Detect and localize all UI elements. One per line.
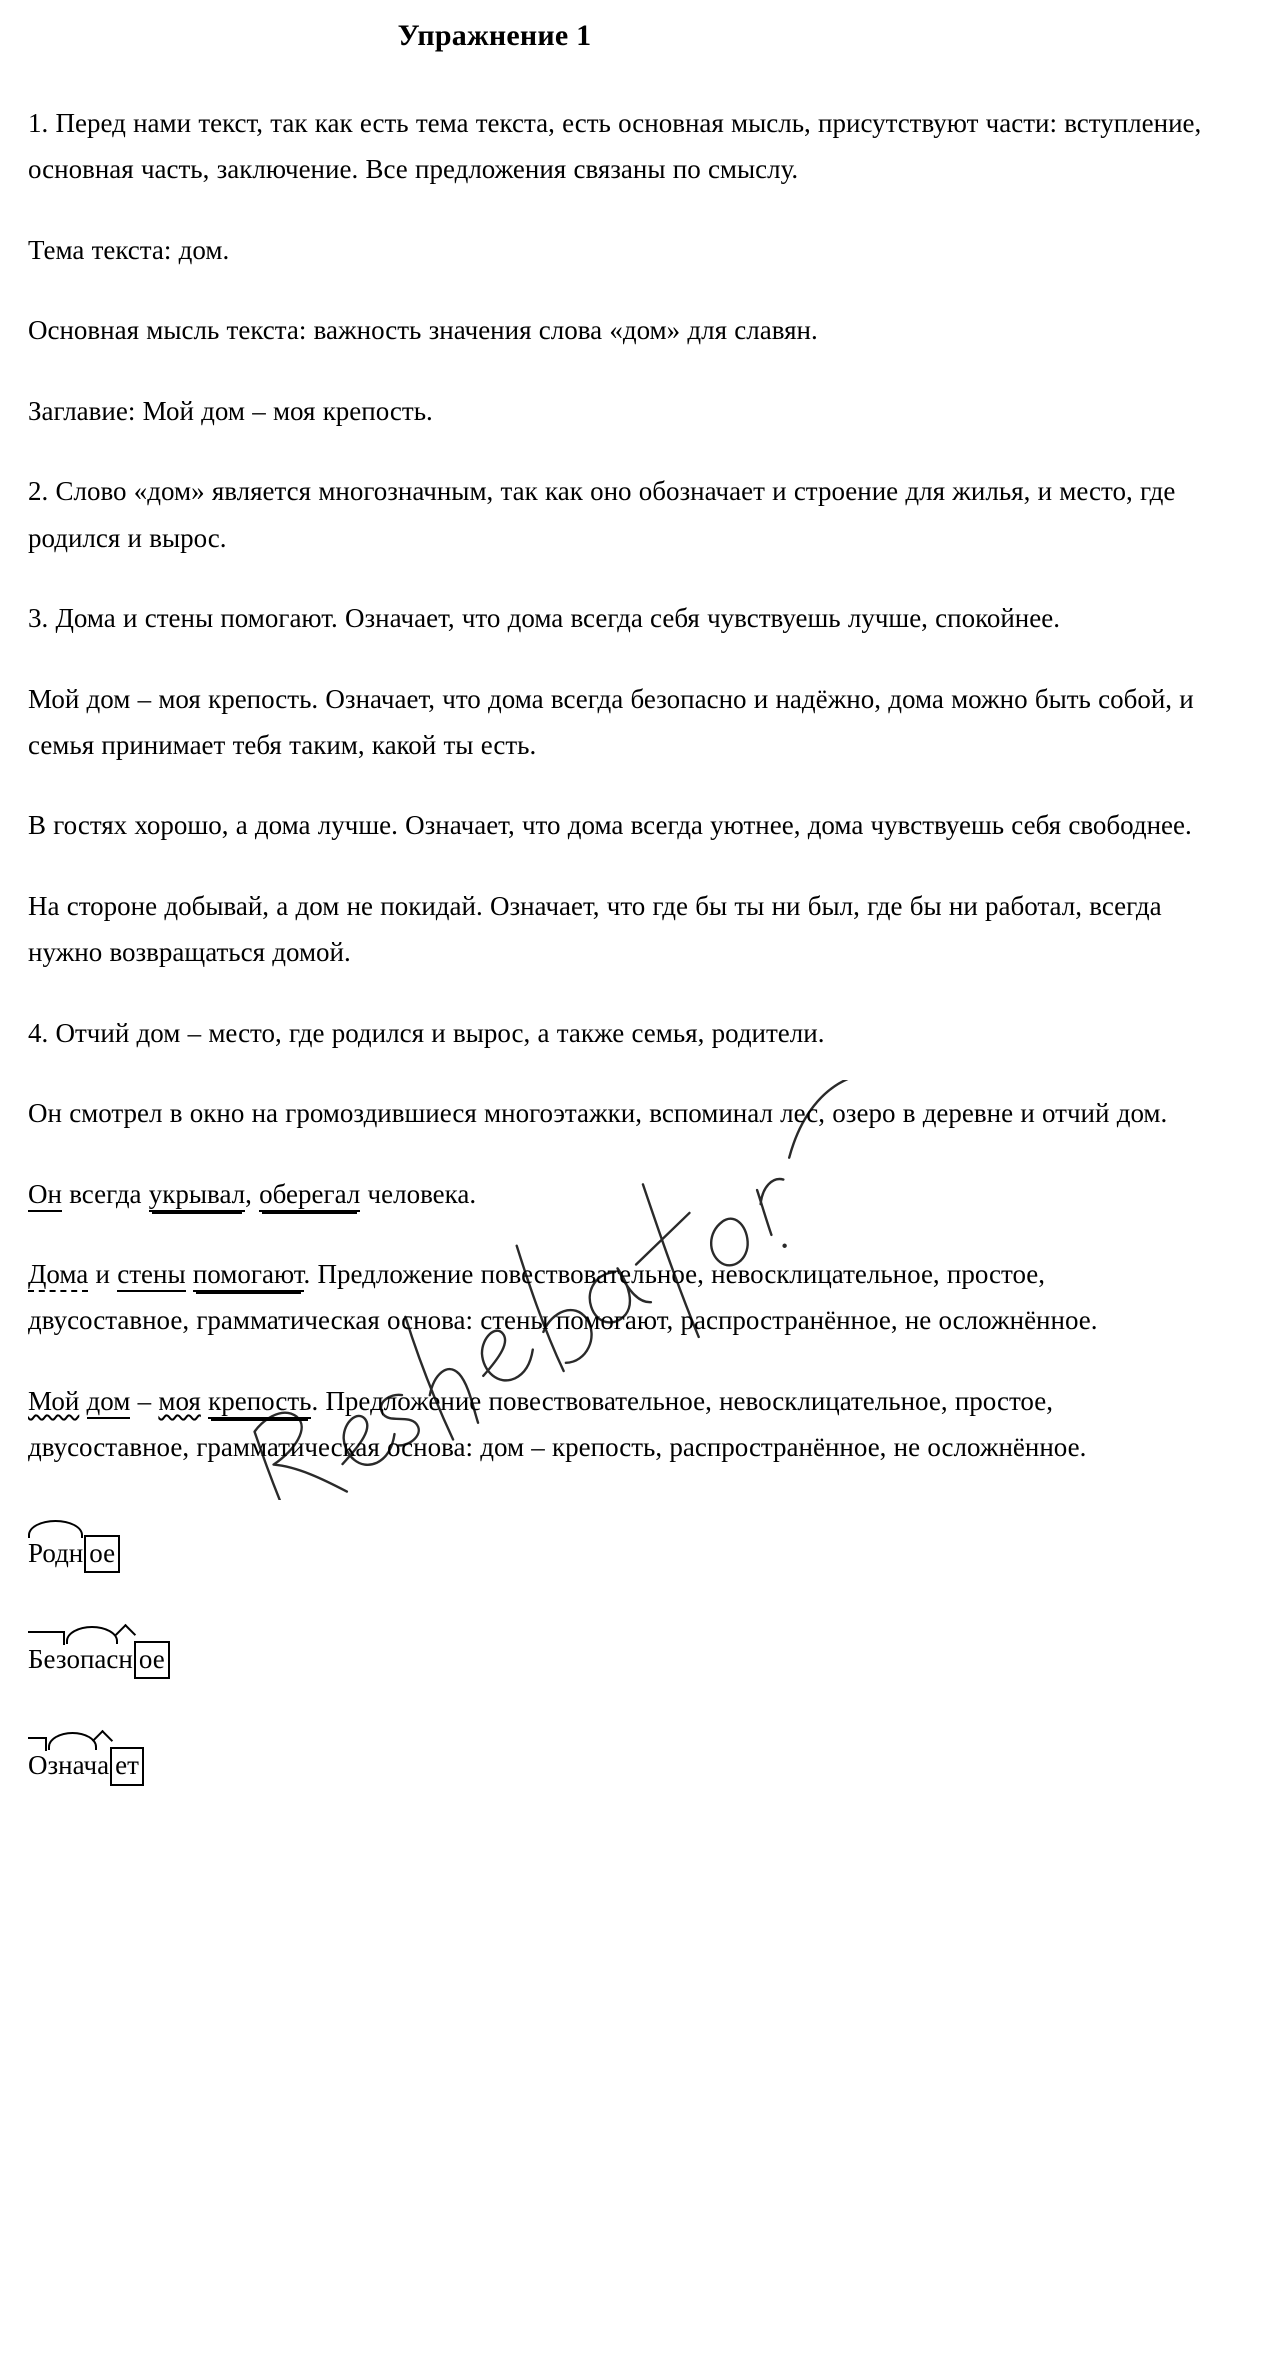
morpheme-prefix: Без [28, 1644, 67, 1675]
plain-text: , [245, 1178, 260, 1209]
marked-sentence-doma-i-steny [28, 1251, 1203, 1344]
marked-word-wavy: моя [158, 1385, 201, 1416]
marked-word-subject: стены [117, 1259, 185, 1292]
plain-text: – [130, 1385, 159, 1416]
morpheme-ending: ет [110, 1747, 144, 1785]
paragraph-2: 2. Слово «дом» является многозначным, так как оно обозначает и строение для жилья, и место, где родился и вырос. [28, 476, 1176, 553]
morpheme-root: знач [47, 1750, 98, 1781]
marked-word-predicate: оберегал [259, 1179, 360, 1212]
paragraph-4: 4. Отчий дом – место, где родился и вырос, а также семья, родители. [28, 1017, 825, 1048]
plain-text [186, 1259, 193, 1289]
paragraph-proverb-fortress: Мой дом – моя крепость. Означает, что дома всегда безопасно и надёжно, дома можно быть собой, и семья принимает тебя таким, какой ты есть. [28, 683, 1194, 760]
marked-word-predicate: укрывал [149, 1179, 245, 1212]
paragraph-3: 3. Дома и стены помогают. Означает, что дома всегда себя чувствуешь лучше, спокойнее. [28, 603, 1060, 634]
marked-sentence-on-vsegda [28, 1171, 1203, 1217]
marked-sentence-moy-dom [28, 1378, 1203, 1471]
paragraph-example-sentence: Он смотрел в окно на громоздившиеся многоэтажки, вспоминал лес, озеро в деревне и отчий дом. [28, 1098, 1168, 1129]
paragraph-proverb-guests: В гостях хорошо, а дома лучше. Означает, что дома всегда уютнее, дома чувствуешь себя свободнее. [28, 810, 1192, 841]
morpheme-suffix: н [118, 1644, 133, 1675]
marked-word-dotted: Дома [28, 1259, 88, 1292]
paragraph-1: 1. Перед нами текст, так как есть тема текста, есть основная мысль, присутствуют части: вступление, основная часть, заключение. Все предложения связаны по смыслу. [28, 108, 1202, 185]
morpheme-word [28, 1727, 144, 1785]
marked-word-wavy: Мой [28, 1385, 80, 1416]
morpheme-prefix: О [28, 1750, 48, 1781]
morpheme-root: опас [66, 1644, 119, 1675]
page-title: Упражнение 1 [397, 19, 592, 52]
morpheme-ending: ое [134, 1641, 170, 1679]
paragraph-main-idea: Основная мысль текста: важность значения слова «дом» для славян. [28, 315, 818, 346]
morpheme-word [28, 1515, 120, 1573]
paragraph-proverb-side: На стороне добывай, а дом не покидай. Означает, что где бы ты ни был, где бы ни работал, всегда нужно возвращаться домой. [28, 890, 1162, 968]
plain-text: . Предложение повествовательное, невосклицательное, простое, двусоставное, грамматическая основа: дом – крепость, распространённое, не осложнённое. [28, 1385, 1087, 1463]
plain-text: и [88, 1259, 118, 1289]
morpheme-row-oznachaet [28, 1727, 1231, 1785]
marked-word-predicate: помогают [193, 1259, 304, 1292]
morpheme-row-rodnoe [28, 1515, 1231, 1573]
marked-word-subject: Он [28, 1179, 62, 1212]
marked-word-predicate: крепость [208, 1386, 311, 1419]
paragraph-theme: Тема текста: дом. [28, 234, 230, 265]
plain-text: человека. [360, 1178, 477, 1209]
morpheme-analysis-list [28, 1515, 1231, 1786]
morpheme-row-bezopasnoe [28, 1621, 1231, 1679]
plain-text: всегда [61, 1178, 149, 1209]
marked-word-subject: дом [87, 1386, 131, 1419]
morpheme-root: Родн [28, 1537, 84, 1568]
morpheme-word [28, 1621, 170, 1679]
morpheme-ending: ое [84, 1535, 120, 1573]
plain-text [79, 1386, 86, 1416]
paragraph-heading-suggestion: Заглавие: Мой дом – моя крепость. [28, 395, 433, 426]
morpheme-suffix: а [97, 1750, 110, 1781]
plain-text: . Предложение повествовательное, невосклицательное, простое, двусоставное, грамматическая основа: стены помогают, распространённое, не осложнённое. [28, 1259, 1098, 1336]
